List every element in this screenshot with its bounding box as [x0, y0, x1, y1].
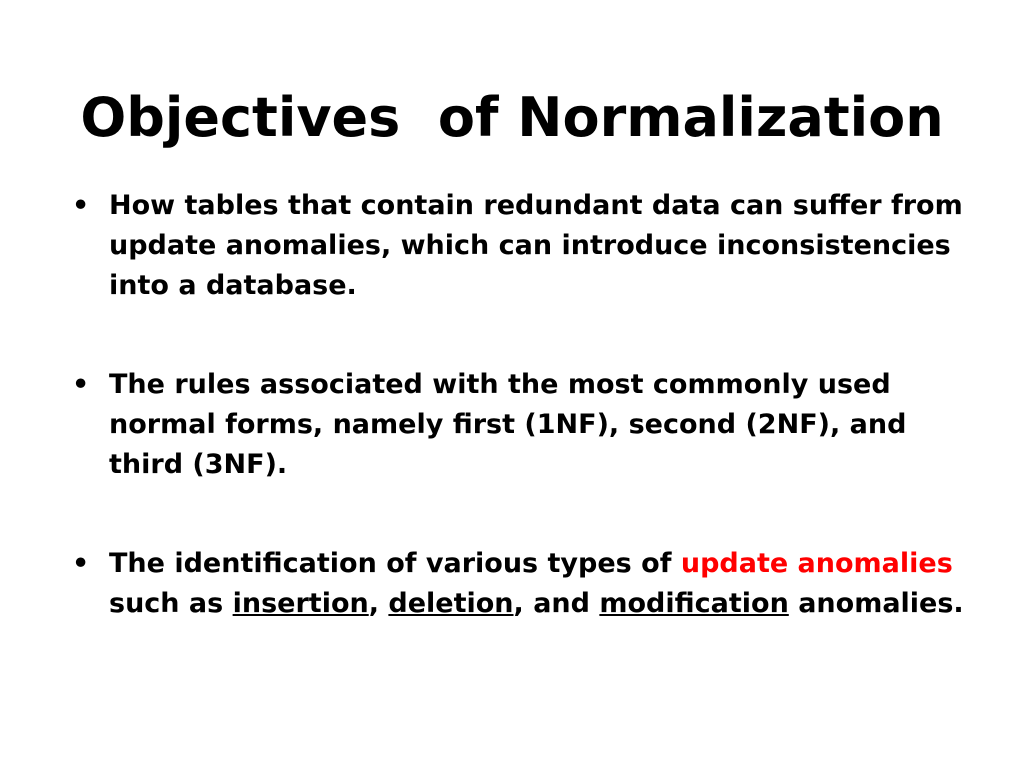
highlight-update-anomalies: update anomalies [680, 548, 953, 579]
bullet-item-redundant-data [72, 186, 972, 306]
term-modification: modification [599, 588, 789, 619]
bullet-text-part: The identification of various types of [109, 548, 681, 579]
bullet-text: The rules associated with the most commonly used normal forms, namely first (1NF), second (2NF), and third (3NF). [109, 369, 907, 480]
bullet-text-part: anomalies. [788, 588, 964, 619]
term-insertion: insertion [232, 588, 369, 619]
bullet-icon: • [72, 190, 90, 221]
bullet-text-part: , [368, 588, 389, 619]
bullet-item-update-anomalies [72, 544, 972, 624]
bullet-icon: • [72, 548, 90, 579]
bullet-text-part: , and [513, 588, 600, 619]
term-deletion: deletion [388, 588, 514, 619]
bullet-item-normal-forms [72, 365, 972, 485]
bullet-text-part: such as [109, 588, 233, 619]
bullet-list [72, 186, 972, 624]
slide-title: Objectives of Normalization [80, 86, 944, 149]
bullet-text: How tables that contain redundant data can suffer from update anomalies, which can introduce inconsistencies into a database. [109, 190, 963, 301]
bullet-icon: • [72, 369, 90, 400]
